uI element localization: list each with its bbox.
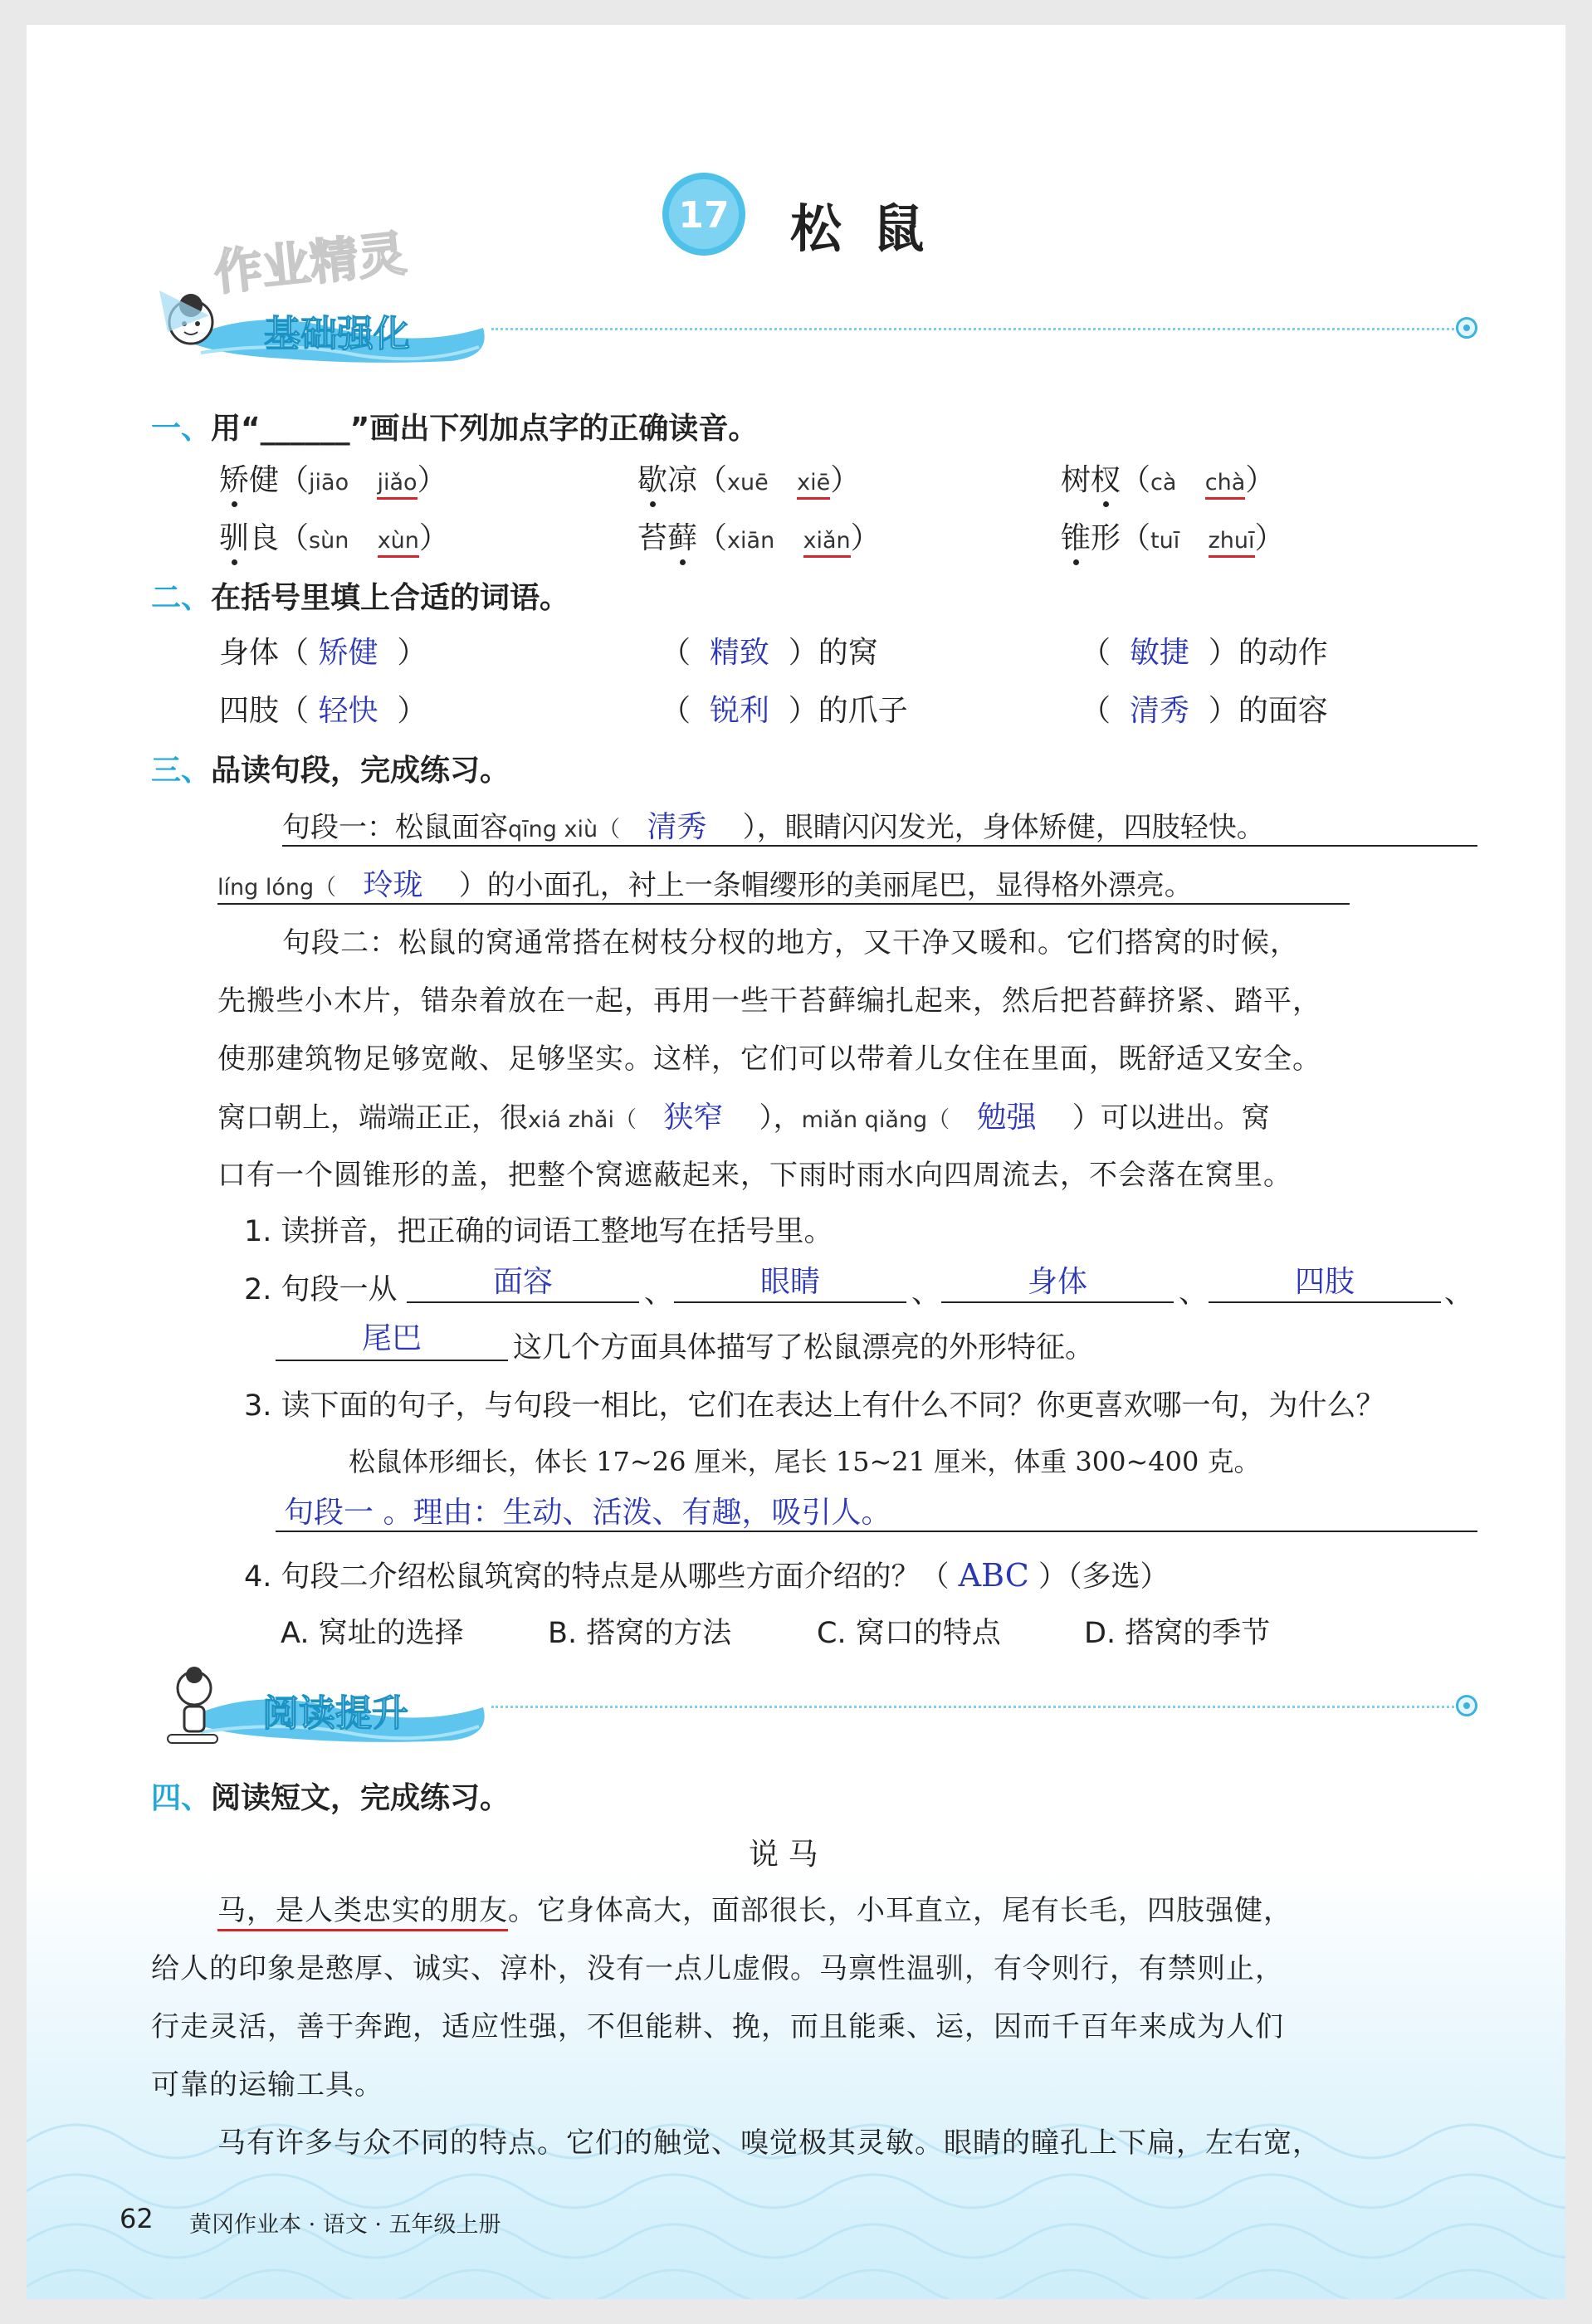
subquestion-2-answer-4: 四肢 (1294, 1265, 1355, 1299)
q1-answer: jiǎo (377, 470, 417, 500)
subquestion-2-suffix: 这几个方面具体描写了松鼠漂亮的外形特征。 (513, 1331, 1095, 1365)
section-divider (491, 1706, 1454, 1708)
passage-answer: 狭窄 (663, 1101, 724, 1135)
answer-blank (276, 1531, 1477, 1532)
option-c: C. 窝口的特点 (817, 1617, 1001, 1650)
q2-row-1-a (219, 629, 427, 671)
section-title-basic: 基础强化 (264, 313, 410, 355)
q1-char: 树 (1061, 463, 1091, 497)
q2-label: 四肢（ (219, 694, 310, 728)
book-title: 黄冈作业本 · 语文 · 五年级上册 (189, 2212, 501, 2238)
q2-row-2-b: （ 锐利 ）的爪子 (661, 694, 908, 728)
passage-underline (217, 903, 1350, 905)
q1-dotted-char: 杈 (1091, 456, 1121, 499)
separator: 、 (1444, 1277, 1474, 1310)
q1-dotted-char: 藓 (667, 515, 697, 557)
q1-option: jiāo (309, 470, 349, 496)
q2-label: ）的爪子 (788, 694, 908, 728)
article-title: 说 马 (749, 1838, 818, 1872)
question-1-heading (151, 405, 758, 447)
q1-char: 凉 (667, 463, 698, 497)
pinyin: qīng xiù（ (508, 817, 621, 842)
passage-text: ）的小面孔，衬上一条帽缨形的美丽尾巴，显得格外漂亮。 (458, 869, 1193, 902)
article-underlined-sentence: 马，是人类忠实的朋友 (217, 1894, 508, 1931)
passage-1-line-2 (217, 862, 1193, 904)
q1-item-2: 歇凉（xuē xiē） (637, 456, 860, 499)
passage-2-line-4 (217, 1094, 1270, 1136)
answer-blank (407, 1301, 639, 1303)
q1-option: tuī (1150, 528, 1180, 554)
passage-2-line-2: 先搬些小木片，错杂着放在一起，再用一些干苔藓编扎起来，然后把苔藓挤紧、踏平， (217, 984, 1321, 1018)
q2-row-2-a (219, 687, 427, 730)
divider-end-icon (1456, 1695, 1477, 1716)
article-line-5: 马有许多与众不同的特点。它们的触觉、嗅觉极其灵敏。眼睛的瞳孔上下扁，左右宽， (217, 2126, 1321, 2160)
q2-label: ） (397, 636, 427, 670)
option-d: D. 搭窝的季节 (1084, 1617, 1271, 1650)
article-line-2: 给人的印象是憨厚、诚实、淳朴，没有一点儿虚假。马禀性温驯，有令则行，有禁则止， (151, 1952, 1284, 1985)
q1-item-5: 苔藓（xiān xiǎn） (637, 515, 881, 557)
q2-answer: 清秀 (1129, 694, 1189, 728)
passage-text: ）可以进出。窝 (1072, 1101, 1270, 1135)
pinyin: miǎn qiǎng（ (801, 1107, 950, 1133)
q1-char: 形 (1091, 521, 1121, 555)
question-3-number: 三、 (151, 754, 212, 788)
answer-blank (674, 1301, 906, 1303)
article-line-1 (217, 1887, 1292, 1928)
question-1-number: 一、 (151, 412, 212, 446)
watermark: 作业精灵 (211, 225, 409, 301)
q1-answer: zhuī (1209, 528, 1255, 558)
section-divider (491, 328, 1454, 330)
lesson-number: 17 (678, 194, 730, 237)
q2-answer: 敏捷 (1129, 636, 1189, 670)
subquestion-4 (244, 1554, 1169, 1595)
section-title-reading: 阅读提升 (262, 1692, 408, 1735)
question-4-text: 阅读短文，完成练习。 (211, 1781, 510, 1815)
subquestion-2-answer-1: 面容 (492, 1265, 553, 1299)
passage-2-line-1: 句段二：松鼠的窝通常搭在树枝分杈的地方，又干净又暖和。它们搭窝的时候， (282, 926, 1299, 959)
answer-blank (1209, 1301, 1441, 1303)
subquestion-3-answer: 句段一 。理由：生动、活泼、有趣，吸引人。 (284, 1496, 891, 1530)
q2-answer: 锐利 (709, 694, 769, 728)
q1-dotted-char: 锥 (1061, 515, 1091, 557)
passage-2-line-3: 使那建筑物足够宽敞、足够坚实。这样，它们可以带着儿女住在里面，既舒适又安全。 (217, 1042, 1321, 1076)
subquestion-4-answer: ABC (958, 1557, 1029, 1594)
subquestion-3-quote: 松鼠体形细长，体长 17~26 厘米，尾长 15~21 厘米，体重 300~400 克。 (349, 1446, 1261, 1477)
q1-dotted-char: 矫 (219, 456, 249, 499)
question-2-heading (151, 574, 569, 617)
q2-row-1-b: （ 精致 ）的窝 (661, 636, 878, 670)
question-1-text: 用“______”画出下列加点字的正确读音。 (211, 412, 759, 446)
question-3-text: 品读句段，完成练习。 (211, 754, 510, 788)
q1-item-6: 锥形（tuī zhuī） (1061, 515, 1285, 557)
passage-answer: 清秀 (647, 810, 707, 844)
subquestion-1: 1. 读拼音，把正确的词语工整地写在括号里。 (244, 1215, 833, 1248)
passage-text: 句段一：松鼠面容 (282, 811, 508, 844)
subquestion-2-answer-3: 身体 (1027, 1265, 1087, 1299)
q1-answer: chà (1205, 470, 1246, 500)
q1-char: 苔 (637, 521, 668, 555)
subquestion-3: 3. 读下面的句子，与句段一相比，它们在表达上有什么不同？你更喜欢哪一句，为什么？ (244, 1389, 1385, 1423)
question-2-text: 在括号里填上合适的词语。 (211, 581, 570, 615)
passage-1-line-1 (282, 803, 1265, 846)
subquestion-2-answer-5: 尾巴 (361, 1321, 422, 1355)
q1-dotted-char: 驯 (219, 515, 249, 557)
article-line-3: 行走灵活，善于奔跑，适应性强，不但能耕、挽，而且能乘、运，因而千百年来成为人们 (151, 2010, 1284, 2043)
passage-text: 窝口朝上，端端正正，很 (217, 1101, 528, 1135)
passage-underline (282, 845, 1477, 847)
separator: 、 (644, 1277, 674, 1310)
q1-item-1: 矫健（jiāo jiǎo） (219, 456, 447, 499)
separator: 、 (1179, 1277, 1209, 1310)
article-line-4: 可靠的运输工具。 (151, 2068, 383, 2102)
passage-text: ）， (759, 1101, 802, 1135)
passage-answer: 勉强 (976, 1101, 1037, 1135)
pinyin: líng lóng（ (217, 875, 337, 901)
passage-2-line-5: 口有一个圆锥形的盖，把整个窝遮蔽起来，下雨时雨水向四周流去，不会落在窝里。 (217, 1159, 1292, 1192)
q1-answer: xiǎn (803, 528, 851, 558)
answer-blank (941, 1301, 1174, 1303)
question-2-number: 二、 (151, 581, 212, 615)
q2-row-1-c: （ 敏捷 ）的动作 (1081, 636, 1328, 670)
q1-answer: xiē (797, 470, 830, 500)
q2-answer: 精致 (709, 636, 769, 670)
pinyin: xiá zhǎi（ (528, 1107, 637, 1133)
q1-item-3: 树杈（cà chà） (1061, 456, 1275, 499)
question-4-heading (151, 1775, 510, 1817)
separator: 、 (911, 1277, 941, 1310)
page-number: 62 (120, 2203, 154, 2234)
option-b: B. 搭窝的方法 (548, 1617, 732, 1650)
subquestion-4-text: 4. 句段二介绍松鼠筑窝的特点是从哪些方面介绍的？（ (244, 1560, 950, 1594)
subquestion-2-prefix: 2. 句段一从 (244, 1273, 398, 1306)
q1-char: 健 (249, 463, 280, 497)
divider-end-icon (1456, 317, 1477, 339)
q2-answer: 轻快 (318, 694, 378, 728)
q1-option: sùn (309, 528, 349, 554)
q2-label: ）的动作 (1208, 636, 1328, 670)
q2-row-2-c: （ 清秀 ）的面容 (1081, 694, 1328, 728)
q2-label: ）的面容 (1208, 694, 1328, 728)
passage-answer: 玲珑 (363, 868, 423, 902)
q2-label: 身体（ (219, 636, 310, 670)
question-4-number: 四、 (151, 1781, 212, 1815)
q1-answer: xùn (378, 528, 419, 558)
q2-label: ） (397, 694, 427, 728)
q1-option: cà (1150, 470, 1177, 496)
option-a: A. 窝址的选择 (281, 1617, 464, 1650)
article-text: 。它身体高大，面部很长，小耳直立，尾有长毛，四肢强健， (508, 1894, 1292, 1927)
q2-label: ）的窝 (788, 636, 878, 670)
question-3-heading (151, 747, 510, 789)
q1-dotted-char: 歇 (637, 456, 667, 499)
q1-option: xiān (727, 528, 775, 554)
answer-blank (276, 1360, 508, 1361)
lesson-title: 松 鼠 (790, 198, 931, 259)
subquestion-4-text: ）（多选） (1038, 1560, 1170, 1594)
q1-char: 良 (249, 521, 280, 555)
passage-text: ），眼睛闪闪发光，身体矫健，四肢轻快。 (742, 811, 1265, 844)
q1-item-4: 驯良（sùn xùn） (219, 515, 449, 557)
workbook-page (27, 25, 1565, 2299)
q1-option: xuē (727, 470, 769, 496)
q2-answer: 矫健 (318, 636, 378, 670)
subquestion-2-answer-2: 眼睛 (759, 1265, 820, 1299)
